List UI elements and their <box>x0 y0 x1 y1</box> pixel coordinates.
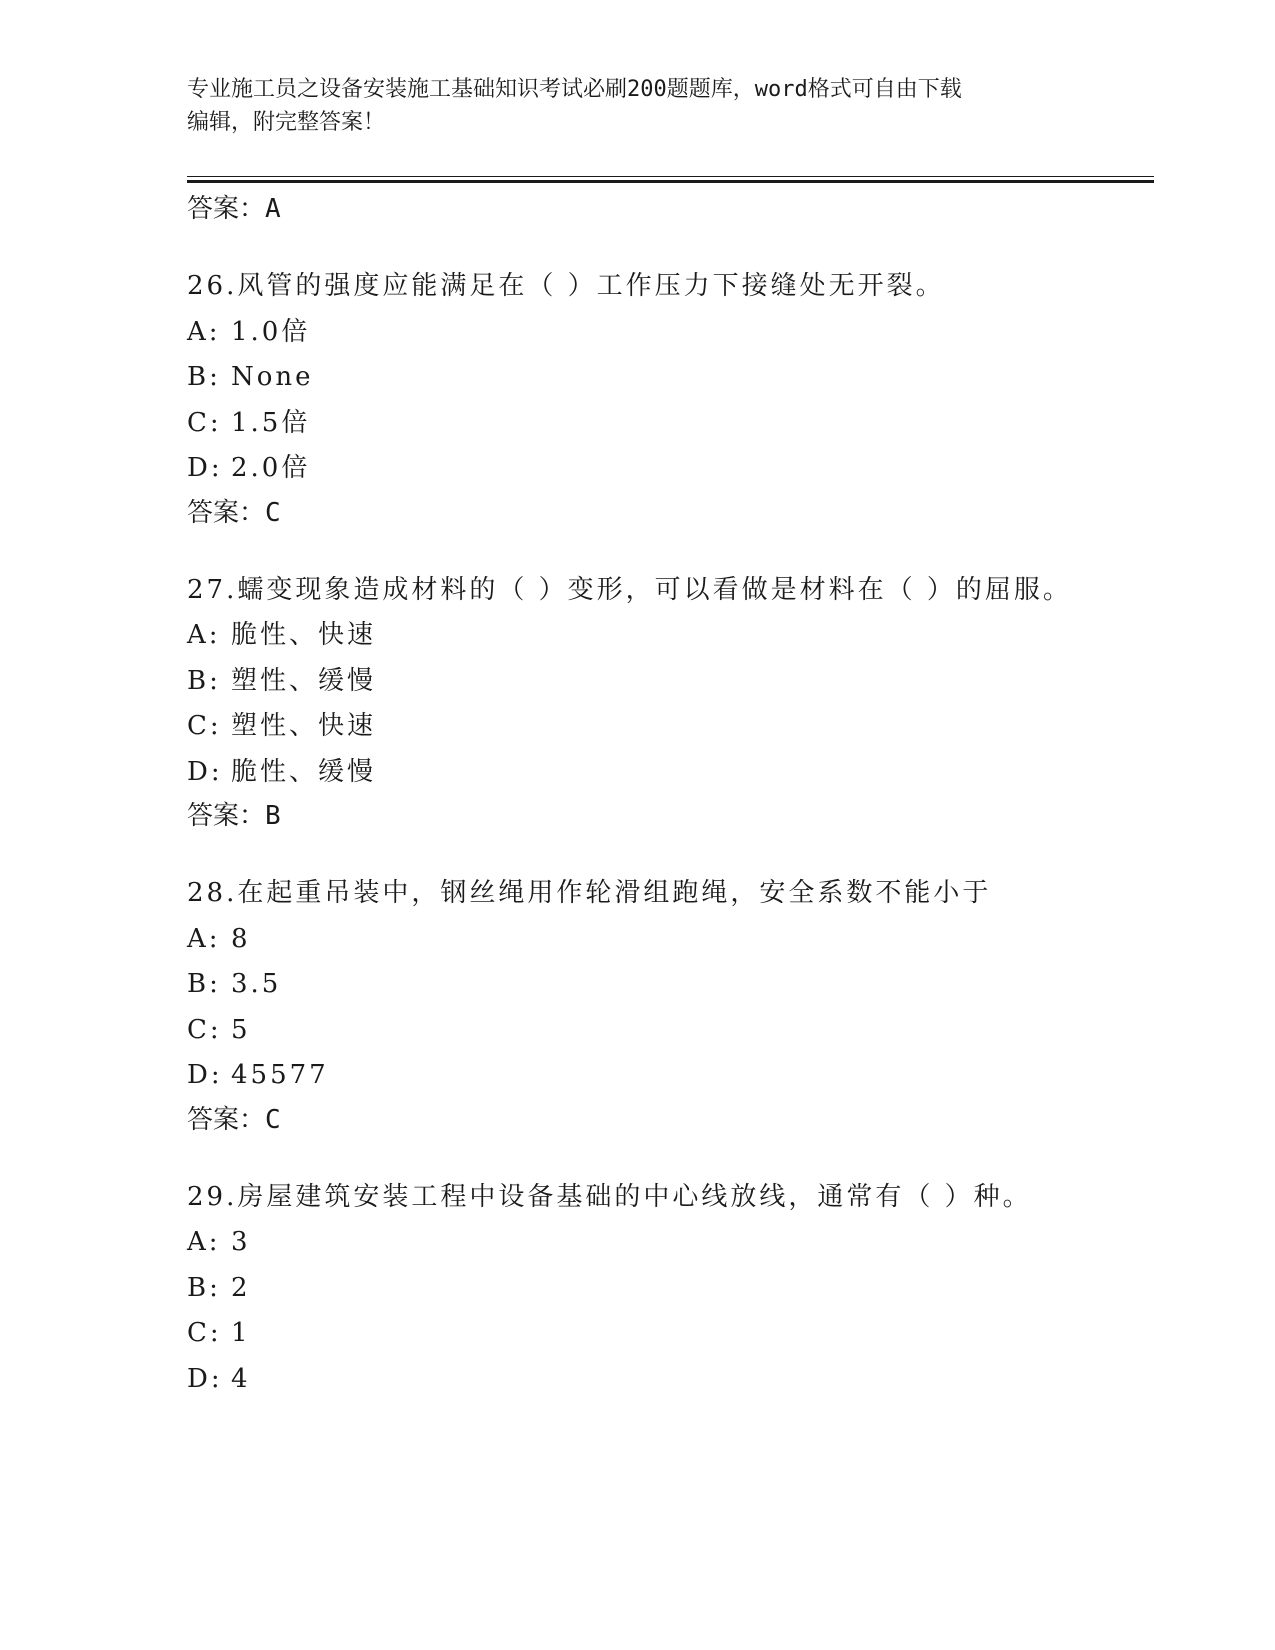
option-a <box>187 1219 1154 1265</box>
option-text: 3 <box>231 1227 251 1257</box>
option-text: 8 <box>231 923 251 954</box>
option-c <box>187 1007 1154 1053</box>
option-label: B: <box>187 969 221 999</box>
option-a <box>187 916 1154 962</box>
option-text: 2.0倍 <box>231 453 311 483</box>
answer-line: 答案：A <box>187 194 281 224</box>
option-text: None <box>231 362 314 392</box>
option-c <box>187 703 1154 749</box>
option-c <box>187 400 1154 446</box>
option-label: C: <box>187 711 222 741</box>
option-text: 1 <box>231 1318 251 1348</box>
question-title: 28.在起重吊装中，钢丝绳用作轮滑组跑绳，安全系数不能小于 <box>187 878 992 908</box>
option-label: D: <box>187 756 223 787</box>
option-text: 5 <box>231 1014 251 1045</box>
header-divider-thick <box>187 180 1154 183</box>
option-text: 45577 <box>231 1060 329 1090</box>
option-b <box>187 961 1154 1007</box>
option-a <box>187 309 1154 355</box>
option-d <box>187 445 1154 491</box>
question-title: 29.房屋建筑安装工程中设备基础的中心线放线，通常有（ ）种。 <box>187 1181 1032 1212</box>
option-label: B: <box>187 1272 221 1303</box>
question-block <box>187 567 1154 839</box>
answer-line: 答案：B <box>187 801 281 831</box>
header-line-2: 编辑，附完整答案！ <box>187 110 386 135</box>
option-a <box>187 612 1154 658</box>
option-text: 脆性、快速 <box>231 620 377 650</box>
option-label: D: <box>187 1363 223 1394</box>
option-label: A: <box>187 316 221 347</box>
option-text: 2 <box>231 1272 251 1303</box>
option-label: C: <box>187 1014 222 1045</box>
answer-line: 答案：C <box>187 497 281 528</box>
option-label: D: <box>187 1060 223 1090</box>
header-line-1: 专业施工员之设备安装施工基础知识考试必刷200题题库，word格式可自由下载 <box>187 77 962 102</box>
option-text: 3.5 <box>231 969 282 999</box>
question-block <box>187 263 1154 535</box>
option-d <box>187 1356 1154 1402</box>
option-text: 塑性、快速 <box>231 711 377 741</box>
option-label: B: <box>187 362 221 392</box>
option-text: 4 <box>231 1363 251 1394</box>
question-title: 27.蠕变现象造成材料的（ ）变形，可以看做是材料在（ ）的屈服。 <box>187 574 1072 605</box>
option-text: 1.0倍 <box>231 316 311 347</box>
question-block <box>187 870 1154 1142</box>
option-text: 塑性、缓慢 <box>231 665 377 696</box>
option-text: 1.5倍 <box>231 407 311 438</box>
question-title: 26.风管的强度应能满足在（ ）工作压力下接缝处无开裂。 <box>187 271 945 301</box>
option-b <box>187 658 1154 704</box>
option-text: 脆性、缓慢 <box>231 756 377 787</box>
document-header <box>187 73 1067 139</box>
option-d <box>187 1052 1154 1098</box>
option-b <box>187 1265 1154 1311</box>
question-list <box>187 187 1154 1401</box>
option-label: C: <box>187 1318 222 1348</box>
option-label: C: <box>187 407 222 438</box>
header-divider-thin <box>187 176 1154 177</box>
option-label: B: <box>187 665 221 696</box>
option-label: D: <box>187 453 223 483</box>
answer-line: 答案：C <box>187 1104 281 1135</box>
question-block <box>187 1174 1154 1402</box>
option-label: A: <box>187 620 221 650</box>
option-label: A: <box>187 1227 221 1257</box>
option-c <box>187 1310 1154 1356</box>
option-label: A: <box>187 923 221 954</box>
option-b <box>187 354 1154 400</box>
option-d <box>187 749 1154 795</box>
